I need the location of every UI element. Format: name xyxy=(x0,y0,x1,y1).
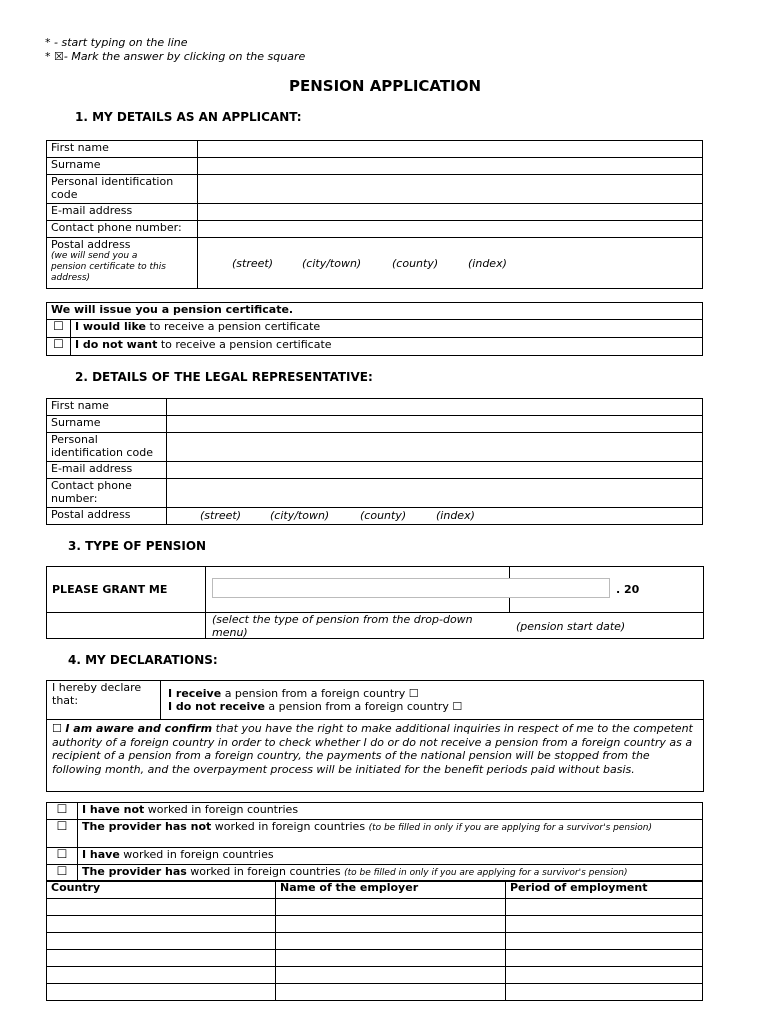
pension-divider xyxy=(205,566,206,612)
certificate-heading: We will issue you a pension certificate. xyxy=(47,303,703,320)
rep-pid-label: Personal identification code xyxy=(47,433,167,462)
receive-options[interactable] xyxy=(168,687,462,713)
country-cell[interactable] xyxy=(47,899,276,916)
rep-index-hint: (index) xyxy=(436,509,475,522)
provider-worked-checkbox[interactable]: ☐ xyxy=(47,865,78,882)
employer-cell[interactable] xyxy=(276,916,506,933)
certificate-yes-checkbox[interactable]: ☐ xyxy=(47,320,71,338)
certificate-table xyxy=(46,302,703,356)
declarations-divider-v xyxy=(160,680,161,720)
section3-heading: 3. TYPE OF PENSION xyxy=(68,539,207,553)
postal-street-hint: (street) xyxy=(232,257,273,270)
rep-street-hint: (street) xyxy=(200,509,241,522)
start-year-label: . 20 xyxy=(616,583,640,596)
rep-postal-field[interactable] xyxy=(167,508,703,525)
provider-not-worked-checkbox[interactable]: ☐ xyxy=(47,820,78,848)
rep-email-label: E-mail address xyxy=(47,462,167,479)
employer-cell[interactable] xyxy=(276,950,506,967)
pid-field[interactable] xyxy=(198,175,703,204)
section1-heading: 1. MY DETAILS AS AN APPLICANT: xyxy=(75,110,302,124)
phone-label: Contact phone number: xyxy=(47,221,198,238)
applicant-table xyxy=(46,140,703,289)
representative-table xyxy=(46,398,703,525)
employer-header: Name of the employer xyxy=(276,881,506,899)
rep-postal-label: Postal address xyxy=(47,508,167,525)
period-cell[interactable] xyxy=(506,984,703,1001)
country-header: Country xyxy=(47,881,276,899)
employer-cell[interactable] xyxy=(276,967,506,984)
postal-field[interactable] xyxy=(198,238,703,289)
worked-label: I have worked in foreign countries xyxy=(78,848,703,865)
page-title: PENSION APPLICATION xyxy=(288,77,481,95)
country-cell[interactable] xyxy=(47,984,276,1001)
postal-label: Postal address (we will send you a pension certificate to this address) xyxy=(47,238,198,289)
rep-pid-field[interactable] xyxy=(167,433,703,462)
section2-heading: 2. DETAILS OF THE LEGAL REPRESENTATIVE: xyxy=(75,370,373,384)
rep-county-hint: (county) xyxy=(360,509,407,522)
rep-city-hint: (city/town) xyxy=(270,509,330,522)
rep-surname-label: Surname xyxy=(47,416,167,433)
rep-surname-field[interactable] xyxy=(167,416,703,433)
period-cell[interactable] xyxy=(506,916,703,933)
note-typing: * - start typing on the line xyxy=(45,36,188,49)
period-cell[interactable] xyxy=(506,933,703,950)
provider-not-worked-label: The provider has not worked in foreign countries (to be filled in only if you are applying for a survivor's pension) xyxy=(78,820,703,848)
period-cell[interactable] xyxy=(506,967,703,984)
certificate-yes-label: I would like to receive a pension certificate xyxy=(71,320,703,338)
surname-label: Surname xyxy=(47,158,198,175)
email-field[interactable] xyxy=(198,204,703,221)
receive-option[interactable]: I receive a pension from a foreign country ☐ xyxy=(168,687,419,700)
worked-checkbox[interactable]: ☐ xyxy=(47,848,78,865)
country-cell[interactable] xyxy=(47,950,276,967)
period-cell[interactable] xyxy=(506,950,703,967)
pension-date-note: (pension start date) xyxy=(516,620,626,633)
declare-label: I hereby declare that: xyxy=(52,681,142,707)
phone-field[interactable] xyxy=(198,221,703,238)
employer-cell[interactable] xyxy=(276,899,506,916)
country-cell[interactable] xyxy=(47,933,276,950)
employment-table xyxy=(46,880,703,1001)
rep-phone-label: Contact phone number: xyxy=(47,479,167,508)
not-worked-checkbox[interactable]: ☐ xyxy=(47,803,78,820)
provider-worked-label: The provider has worked in foreign countries (to be filled in only if you are applying for a survivor's pension) xyxy=(78,865,703,882)
period-header: Period of employment xyxy=(506,881,703,899)
email-label: E-mail address xyxy=(47,204,198,221)
pension-select-note: (select the type of pension from the drop-down menu) xyxy=(212,613,473,639)
rep-first-name-label: First name xyxy=(47,399,167,416)
rep-email-field[interactable] xyxy=(167,462,703,479)
employer-cell[interactable] xyxy=(276,984,506,1001)
pension-divider-lower xyxy=(509,598,510,612)
not-receive-option[interactable]: I do not receive a pension from a foreign country ☐ xyxy=(168,700,463,713)
declarations-divider-h xyxy=(46,719,703,720)
not-worked-label: I have not worked in foreign countries xyxy=(78,803,703,820)
country-cell[interactable] xyxy=(47,967,276,984)
pension-notes-divider xyxy=(205,611,206,638)
certificate-no-checkbox[interactable]: ☐ xyxy=(47,338,71,356)
postal-city-hint: (city/town) xyxy=(302,257,362,270)
postal-county-hint: (county) xyxy=(392,257,439,270)
period-cell[interactable] xyxy=(506,899,703,916)
postal-index-hint: (index) xyxy=(468,257,507,270)
note-checkbox: * ☒- Mark the answer by clicking on the square xyxy=(45,50,306,63)
surname-field[interactable] xyxy=(198,158,703,175)
foreign-work-table xyxy=(46,802,703,882)
grant-label: PLEASE GRANT ME xyxy=(52,583,168,596)
rep-first-name-field[interactable] xyxy=(167,399,703,416)
section4-heading: 4. MY DECLARATIONS: xyxy=(68,653,218,667)
certificate-no-label: I do not want to receive a pension certificate xyxy=(71,338,703,356)
country-cell[interactable] xyxy=(47,916,276,933)
first-name-field[interactable] xyxy=(198,141,703,158)
rep-phone-field[interactable] xyxy=(167,479,703,508)
pid-label: Personal identification code xyxy=(47,175,198,204)
first-name-label: First name xyxy=(47,141,198,158)
pension-type-dropdown[interactable] xyxy=(212,578,610,598)
aware-confirm-text[interactable]: ☐ I am aware and confirm that you have the right to make additional inquiries in respect of me to the competent authority of a foreign country in order to check whether I do or do not receive a pension from a foreign country as a recipient of a pension from a foreign country, the payments of the national pension will be stopped from the following month, and the overpayment process will be initiated for the benefit periods paid without basis. xyxy=(52,722,693,776)
employer-cell[interactable] xyxy=(276,933,506,950)
